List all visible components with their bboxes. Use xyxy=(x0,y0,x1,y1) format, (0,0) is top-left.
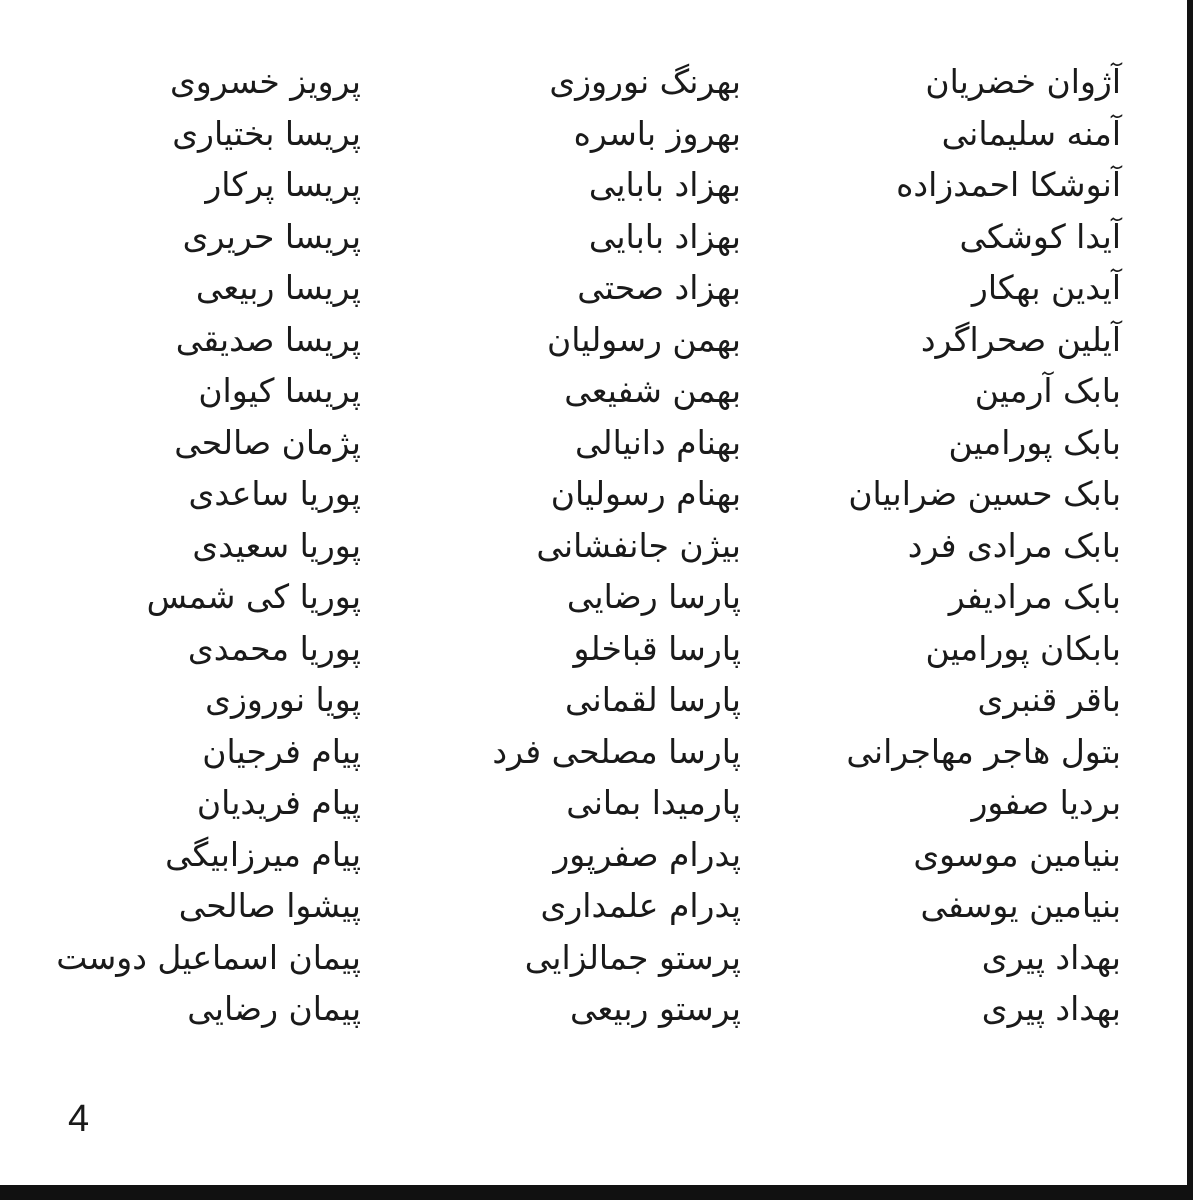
name-entry: پیشوا صالحی xyxy=(178,886,361,925)
name-entry: پرستو ربیعی xyxy=(569,989,741,1028)
names-column-3 xyxy=(0,56,361,1035)
name-entry: پارسا مصلحی فرد xyxy=(492,731,741,771)
name-entry: بهزاد صحتی xyxy=(577,268,741,307)
name-entry: پیمان رضایی xyxy=(187,989,361,1028)
name-entry: پوریا سعیدی xyxy=(192,525,361,565)
name-entry: بهداد پیری xyxy=(981,989,1121,1028)
name-entry: پدرام صفرپور xyxy=(553,834,741,874)
names-column-2 xyxy=(361,56,741,1035)
name-entry: باقر قنبری xyxy=(977,680,1121,719)
name-entry: آیدین بهکار xyxy=(971,268,1121,307)
name-entry: بنیامین موسوی xyxy=(913,834,1121,874)
name-entry: پارسا قباخلو xyxy=(573,628,741,668)
name-entry: پیام فریدیان xyxy=(196,783,361,822)
name-entry: پریسا صدیقی xyxy=(175,319,361,359)
name-entry: بابک حسین ضرابیان xyxy=(848,474,1121,513)
name-entry: پارمیدا بمانی xyxy=(566,783,741,822)
name-entry: آیلین صحراگرد xyxy=(920,319,1121,359)
name-entry: پیام میرزابیگی xyxy=(165,834,361,874)
names-grid xyxy=(0,56,1121,1035)
name-entry: بهنام دانیالی xyxy=(575,422,741,462)
name-entry: پریسا حریری xyxy=(182,216,361,256)
name-entry: بنیامین یوسفی xyxy=(920,886,1121,925)
name-entry: بردیا صفور xyxy=(971,783,1121,822)
name-entry: پیام فرجیان xyxy=(202,731,361,771)
names-column-1 xyxy=(741,56,1121,1035)
name-entry: بهداد پیری xyxy=(981,937,1121,977)
name-entry: پژمان صالحی xyxy=(174,422,361,462)
name-entry: بابک آرمین xyxy=(974,371,1121,410)
name-entry: پارسا لقمانی xyxy=(565,680,741,719)
name-entry: پارسا رضایی xyxy=(566,577,741,616)
name-entry: بیژن جانفشانی xyxy=(536,525,741,565)
right-edge-border xyxy=(1187,0,1193,1185)
name-entry: پوریا کی شمس xyxy=(146,577,361,616)
name-entry: آیدا کوشکی xyxy=(959,216,1121,256)
name-entry: بهرنگ نوروزی xyxy=(549,62,741,101)
name-entry: آژوان خضریان xyxy=(925,62,1121,101)
name-entry: آمنه سلیمانی xyxy=(941,113,1121,153)
page-number: 4 xyxy=(68,1098,90,1140)
name-entry: بهزاد بابایی xyxy=(588,165,741,204)
name-entry: بهمن شفیعی xyxy=(564,371,741,410)
name-entry: بهزاد بابایی xyxy=(588,216,741,256)
name-entry: پریسا کیوان xyxy=(198,371,361,410)
name-entry: بابک مرادی فرد xyxy=(907,525,1121,565)
name-entry: پرویز خسروی xyxy=(169,62,361,101)
name-entry: پریسا پرکار xyxy=(205,165,361,204)
name-entry: پریسا بختیاری xyxy=(172,113,361,153)
name-entry: پوریا ساعدی xyxy=(188,474,361,513)
name-entry: پدرام علمداری xyxy=(540,886,741,925)
name-entry: آنوشکا احمدزاده xyxy=(896,165,1121,204)
name-entry: پریسا ربیعی xyxy=(195,268,361,307)
name-entry: پیمان اسماعیل دوست xyxy=(56,937,361,977)
bottom-edge-border xyxy=(0,1185,1193,1200)
name-entry: بهروز باسره xyxy=(573,113,741,153)
name-entry: پویا نوروزی xyxy=(205,680,361,719)
name-entry: پرستو جمالزایی xyxy=(524,937,741,977)
name-entry: بهمن رسولیان xyxy=(546,319,741,359)
name-entry: بتول هاجر مهاجرانی xyxy=(846,731,1121,771)
name-entry: بابک پورامین xyxy=(948,422,1121,462)
name-entry: بهنام رسولیان xyxy=(550,474,741,513)
name-entry: پوریا محمدی xyxy=(187,628,361,668)
name-entry: بابک مرادیفر xyxy=(948,577,1121,616)
name-entry: بابکان پورامین xyxy=(925,628,1121,668)
